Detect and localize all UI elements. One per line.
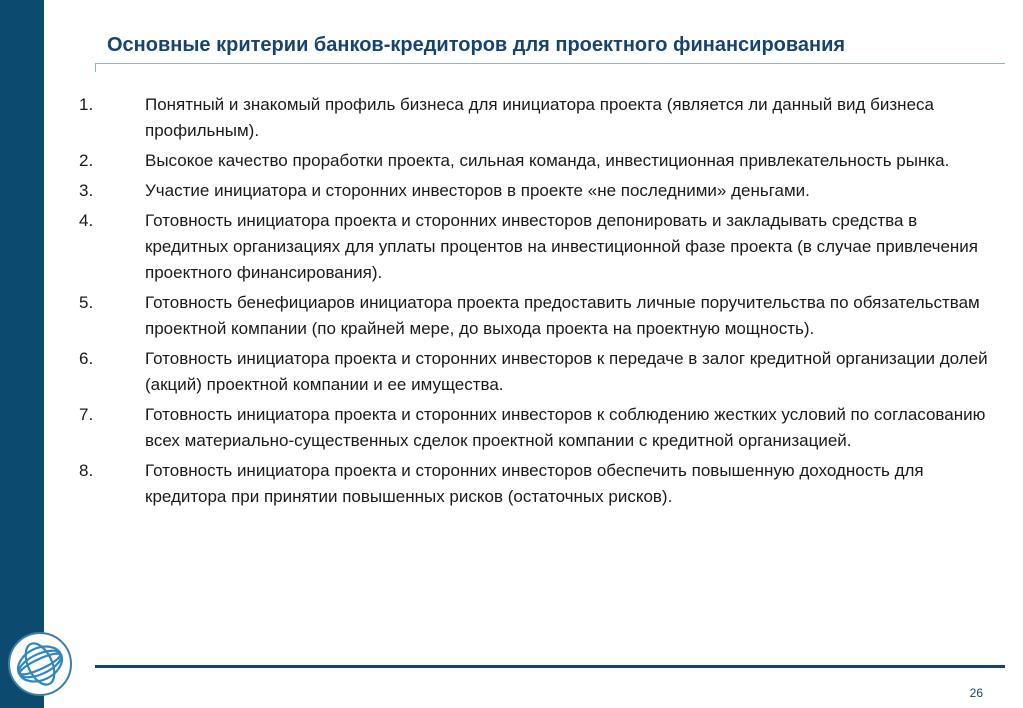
item-text: Готовность инициатора проекта и сторонних инвесторов к соблюдению жестких условий по согласованию всех материально-существенных сделок проектной компании с кредитной организацией. xyxy=(145,405,986,450)
list-item xyxy=(70,346,1000,398)
list-item xyxy=(70,458,1000,510)
item-number: 6. xyxy=(79,349,94,368)
list-item xyxy=(70,402,1000,454)
title-underline-tick xyxy=(95,63,96,72)
item-number: 3. xyxy=(79,181,94,200)
item-text: Готовность инициатора проекта и сторонних инвесторов депонировать и закладывать средства в кредитных организациях для уплаты процентов на инвестиционной фазе проекта (в случае привлечения проектного финансирования). xyxy=(145,211,978,282)
item-text: Готовность бенефициаров инициатора проекта предоставить личные поручительства по обязательствам проектной компании (по крайней мере, до выхода проекта на проектную мощность). xyxy=(145,293,980,338)
item-text: Понятный и знакомый профиль бизнеса для инициатора проекта (является ли данный вид бизнеса профильным). xyxy=(145,95,934,140)
list-item xyxy=(70,148,1000,174)
list-item xyxy=(70,208,1000,286)
item-number: 5. xyxy=(79,293,94,312)
item-number: 8. xyxy=(79,461,94,480)
item-text: Участие инициатора и сторонних инвесторов в проекте «не последними» деньгами. xyxy=(145,181,810,200)
item-text: Высокое качество проработки проекта, сильная команда, инвестиционная привлекательность рынка. xyxy=(145,151,950,170)
list-item xyxy=(70,178,1000,204)
item-number: 2. xyxy=(79,151,94,170)
slide-title: Основные критерии банков-кредиторов для проектного финансирования xyxy=(107,34,846,56)
item-number: 1. xyxy=(79,95,94,114)
item-text: Готовность инициатора проекта и сторонних инвесторов обеспечить повышенную доходность для кредитора при принятии повышенных рисков (остаточных рисков). xyxy=(145,461,924,506)
item-number: 7. xyxy=(79,405,94,424)
title-underline xyxy=(95,63,1005,64)
left-sidebar-bar xyxy=(0,0,44,708)
criteria-list xyxy=(70,92,1000,514)
list-item xyxy=(70,290,1000,342)
globe-logo-icon xyxy=(8,632,72,696)
list-item xyxy=(70,92,1000,144)
item-text: Готовность инициатора проекта и сторонних инвесторов к передаче в залог кредитной организации долей (акций) проектной компании и ее имущества. xyxy=(145,349,988,394)
footer-rule xyxy=(95,665,1005,668)
item-number: 4. xyxy=(79,211,94,230)
page-number: 26 xyxy=(969,686,983,700)
